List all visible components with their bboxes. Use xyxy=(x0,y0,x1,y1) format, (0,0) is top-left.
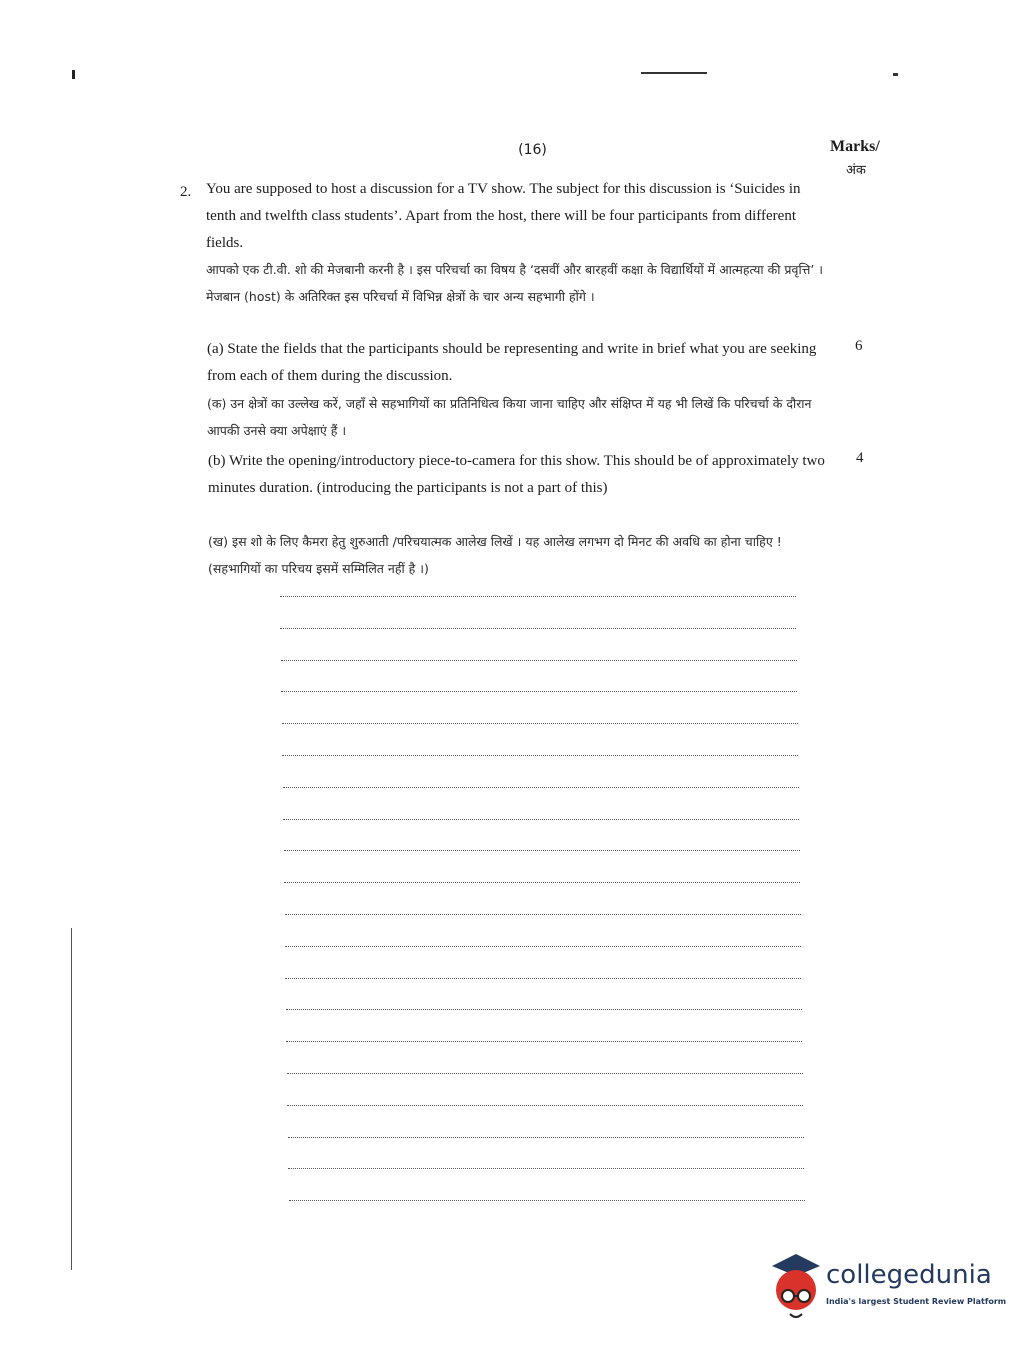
part-a-hindi: (क) उन क्षेत्रों का उल्लेख करें, जहाँ से सहभागियों का प्रतिनिधित्व किया जाना चाहिए और संक्षिप्त में यह भी लिखें कि परिचर्चा के दौरान आपकी उनसे क्या अपेक्षाएं हैं । xyxy=(207,396,812,438)
answer-line xyxy=(280,628,796,629)
intro-hindi: आपको एक टी.वी. शो की मेजबानी करनी है । इस परिचर्चा का विषय है ‘दसवीं और बारहवीं कक्षा के विद्यार्थियों में आत्महत्या की प्रवृत्ति’ । मेजबान (host) के अतिरिक्त इस परिचर्चा में विभिन्न क्षेत्रों के चार अन्य सहभागी होंगे । xyxy=(206,262,824,304)
answer-line xyxy=(286,1009,802,1010)
answer-line xyxy=(282,755,798,756)
answer-line xyxy=(288,1168,804,1169)
answer-line xyxy=(284,882,800,883)
marks-header-hindi: अंक xyxy=(846,163,866,178)
scan-mark xyxy=(72,70,75,79)
marks-header: Marks/ xyxy=(830,138,880,155)
part-a-english: (a) State the fields that the participants should be representing and write in brief what you are seeking from each of them during the discussion. xyxy=(207,341,817,384)
answer-line xyxy=(284,850,800,851)
scan-mark xyxy=(893,73,898,76)
answer-line xyxy=(282,723,798,724)
answer-line xyxy=(280,596,796,597)
logo-tagline: India's largest Student Review Platform xyxy=(826,1297,1007,1306)
answer-line xyxy=(281,660,797,661)
answer-line xyxy=(281,691,797,692)
answer-line xyxy=(283,819,799,820)
part-b-marks: 4 xyxy=(856,450,864,466)
collegedunia-logo-icon xyxy=(766,1250,828,1325)
answer-line xyxy=(285,946,801,947)
part-b-english: (b) Write the opening/introductory piece-to-camera for this show. This should be of approximately two minutes duration. (introducing the participants is not a part of this) xyxy=(208,453,825,496)
page-number: (16) xyxy=(518,142,547,158)
scan-line xyxy=(641,72,707,74)
part-b-hindi: (ख) इस शो के लिए कैमरा हेतु शुरुआती /परिचयात्मक आलेख लिखें । यह आलेख लगभग दो मिनट की अवधि का होना चाहिए ! (सहभागियों का परिचय इसमें सम्मिलित नहीं है ।) xyxy=(208,534,782,576)
answer-line xyxy=(286,1041,802,1042)
answer-line xyxy=(288,1137,804,1138)
question-number: 2. xyxy=(180,184,192,200)
answer-line xyxy=(283,787,799,788)
answer-line xyxy=(287,1073,803,1074)
answer-line xyxy=(289,1200,805,1201)
answer-line xyxy=(285,978,801,979)
part-a-marks: 6 xyxy=(855,338,863,354)
margin-line xyxy=(71,928,72,1270)
answer-line xyxy=(287,1105,803,1106)
answer-line xyxy=(285,914,801,915)
intro-english: You are supposed to host a discussion for a TV show. The subject for this discussion is ‘Suicides in tenth and twelfth class students’. Apart from the host, there will be four participants from different fields. xyxy=(206,181,801,251)
logo-text: collegedunia xyxy=(826,1260,992,1290)
